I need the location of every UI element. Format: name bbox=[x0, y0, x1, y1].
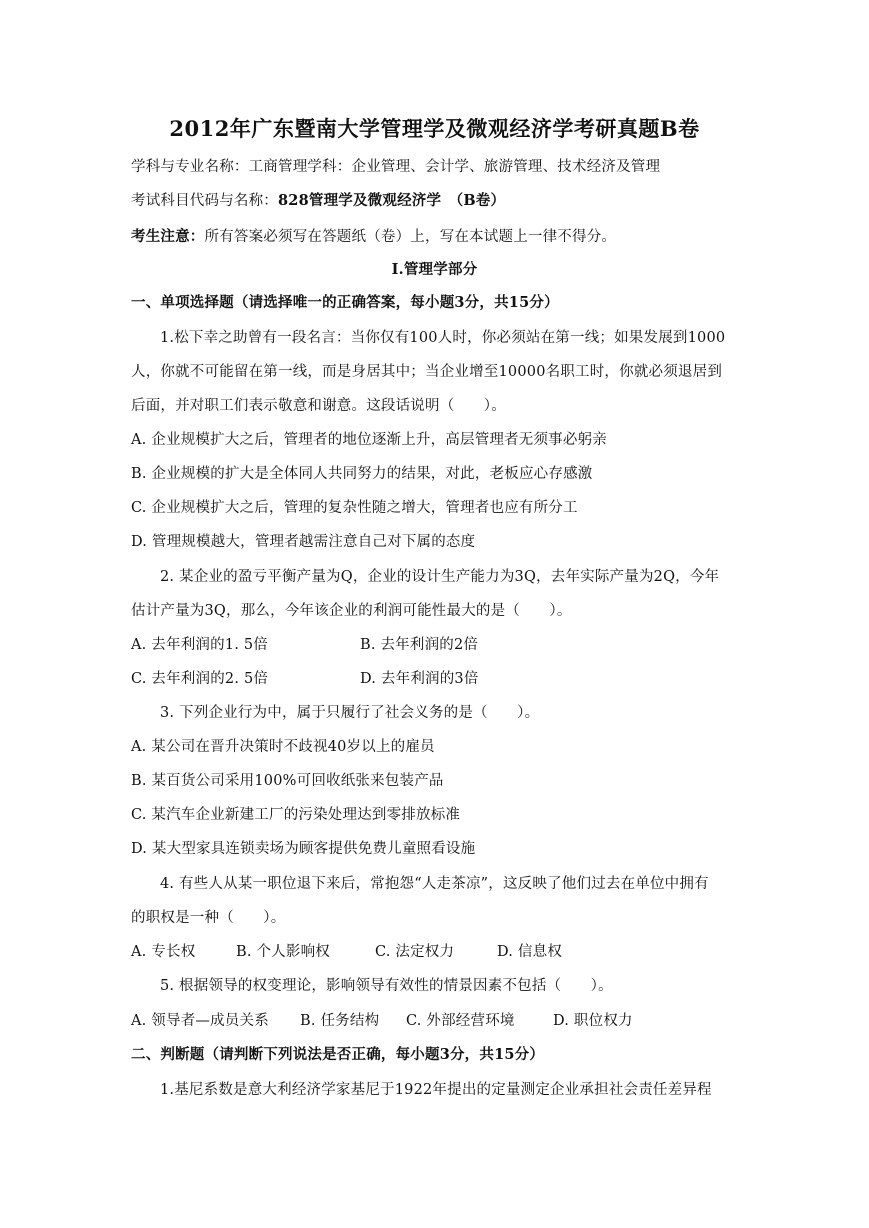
q4-option-a: A. 专长权 bbox=[131, 944, 196, 960]
notice-label: 考生注意： bbox=[131, 228, 205, 245]
notice-line bbox=[131, 227, 616, 247]
q5-line1: 5. 根据领导的权变理论，影响领导有效性的情景因素不包括（ ）。 bbox=[160, 978, 613, 994]
section1-header: 一、单项选择题（请选择唯一的正确答案，每小题3分，共15分） bbox=[131, 294, 559, 311]
q5-option-a: A. 领导者—成员关系 bbox=[131, 1013, 269, 1029]
q2-option-d: D. 去年利润的3倍 bbox=[360, 671, 479, 687]
q1-option-c: C. 企业规模扩大之后，管理的复杂性随之增大，管理者也应有所分工 bbox=[131, 500, 578, 516]
q3-option-a: A. 某公司在晋升决策时不歧视40岁以上的雇员 bbox=[131, 739, 435, 755]
q2-line2: 估计产量为3Q，那么，今年该企业的利润可能性最大的是（ ）。 bbox=[131, 603, 572, 619]
q5-option-d: D. 职位权力 bbox=[553, 1013, 633, 1029]
q3-option-b: B. 某百货公司采用100%可回收纸张来包装产品 bbox=[131, 773, 444, 789]
section2-header: 二、判断题（请判断下列说法是否正确，每小题3分，共15分） bbox=[131, 1046, 545, 1063]
q2-option-a: A. 去年利润的1. 5倍 bbox=[131, 637, 268, 653]
q3-line1: 3. 下列企业行为中，属于只履行了社会义务的是（ ）。 bbox=[160, 705, 540, 721]
q5-option-b: B. 任务结构 bbox=[300, 1013, 380, 1029]
tf1-line1: 1.基尼系数是意大利经济学家基尼于1922年提出的定量测定企业承担社会责任差异程 bbox=[160, 1082, 712, 1098]
exam-code-value: 828管理学及微观经济学 （B卷） bbox=[278, 192, 506, 209]
exam-code-line bbox=[131, 191, 505, 211]
q1-option-b: B. 企业规模的扩大是全体同人共同努力的结果，对此，老板应心存感激 bbox=[131, 466, 593, 482]
q4-line2: 的职权是一种（ ）。 bbox=[131, 910, 286, 926]
part-title: Ⅰ.管理学部分 bbox=[391, 261, 478, 278]
notice-text: 所有答案必须写在答题纸（卷）上，写在本试题上一律不得分。 bbox=[204, 229, 617, 245]
q1-line1: 1.松下幸之助曾有一段名言：当你仅有100人时，你必须站在第一线；如果发展到1000 bbox=[160, 330, 726, 346]
q2-option-b: B. 去年利润的2倍 bbox=[360, 637, 479, 653]
q3-option-c: C. 某汽车企业新建工厂的污染处理达到零排放标准 bbox=[131, 807, 461, 823]
q4-option-c: C. 法定权力 bbox=[375, 944, 455, 960]
q4-option-b: B. 个人影响权 bbox=[236, 944, 330, 960]
q2-line1: 2. 某企业的盈亏平衡产量为Q，企业的设计生产能力为3Q，去年实际产量为2Q，今年 bbox=[160, 569, 720, 585]
q5-option-c: C. 外部经营环境 bbox=[406, 1013, 515, 1029]
q1-line3: 后面，并对职工们表示敬意和谢意。这段话说明（ ）。 bbox=[131, 398, 506, 414]
q4-line1: 4. 有些人从某一职位退下来后，常抱怨“人走茶凉”，这反映了他们过去在单位中拥有 bbox=[160, 876, 709, 892]
subject-line: 学科与专业名称：工商管理学科：企业管理、会计学、旅游管理、技术经济及管理 bbox=[131, 159, 661, 175]
q4-option-d: D. 信息权 bbox=[497, 944, 563, 960]
q1-line2: 人，你就不可能留在第一线，而是身居其中；当企业增至10000名职工时，你就必须退居到 bbox=[131, 364, 723, 380]
document-title: 2012年广东暨南大学管理学及微观经济学考研真题B卷 bbox=[169, 116, 700, 141]
q3-option-d: D. 某大型家具连锁卖场为顾客提供免费儿童照看设施 bbox=[131, 841, 476, 857]
q1-option-a: A. 企业规模扩大之后，管理者的地位逐渐上升，高层管理者无须事必躬亲 bbox=[131, 432, 607, 448]
q1-option-d: D. 管理规模越大，管理者越需注意自己对下属的态度 bbox=[131, 534, 476, 550]
q2-option-c: C. 去年利润的2. 5倍 bbox=[131, 671, 269, 687]
exam-code-label: 考试科目代码与名称： bbox=[131, 193, 278, 209]
